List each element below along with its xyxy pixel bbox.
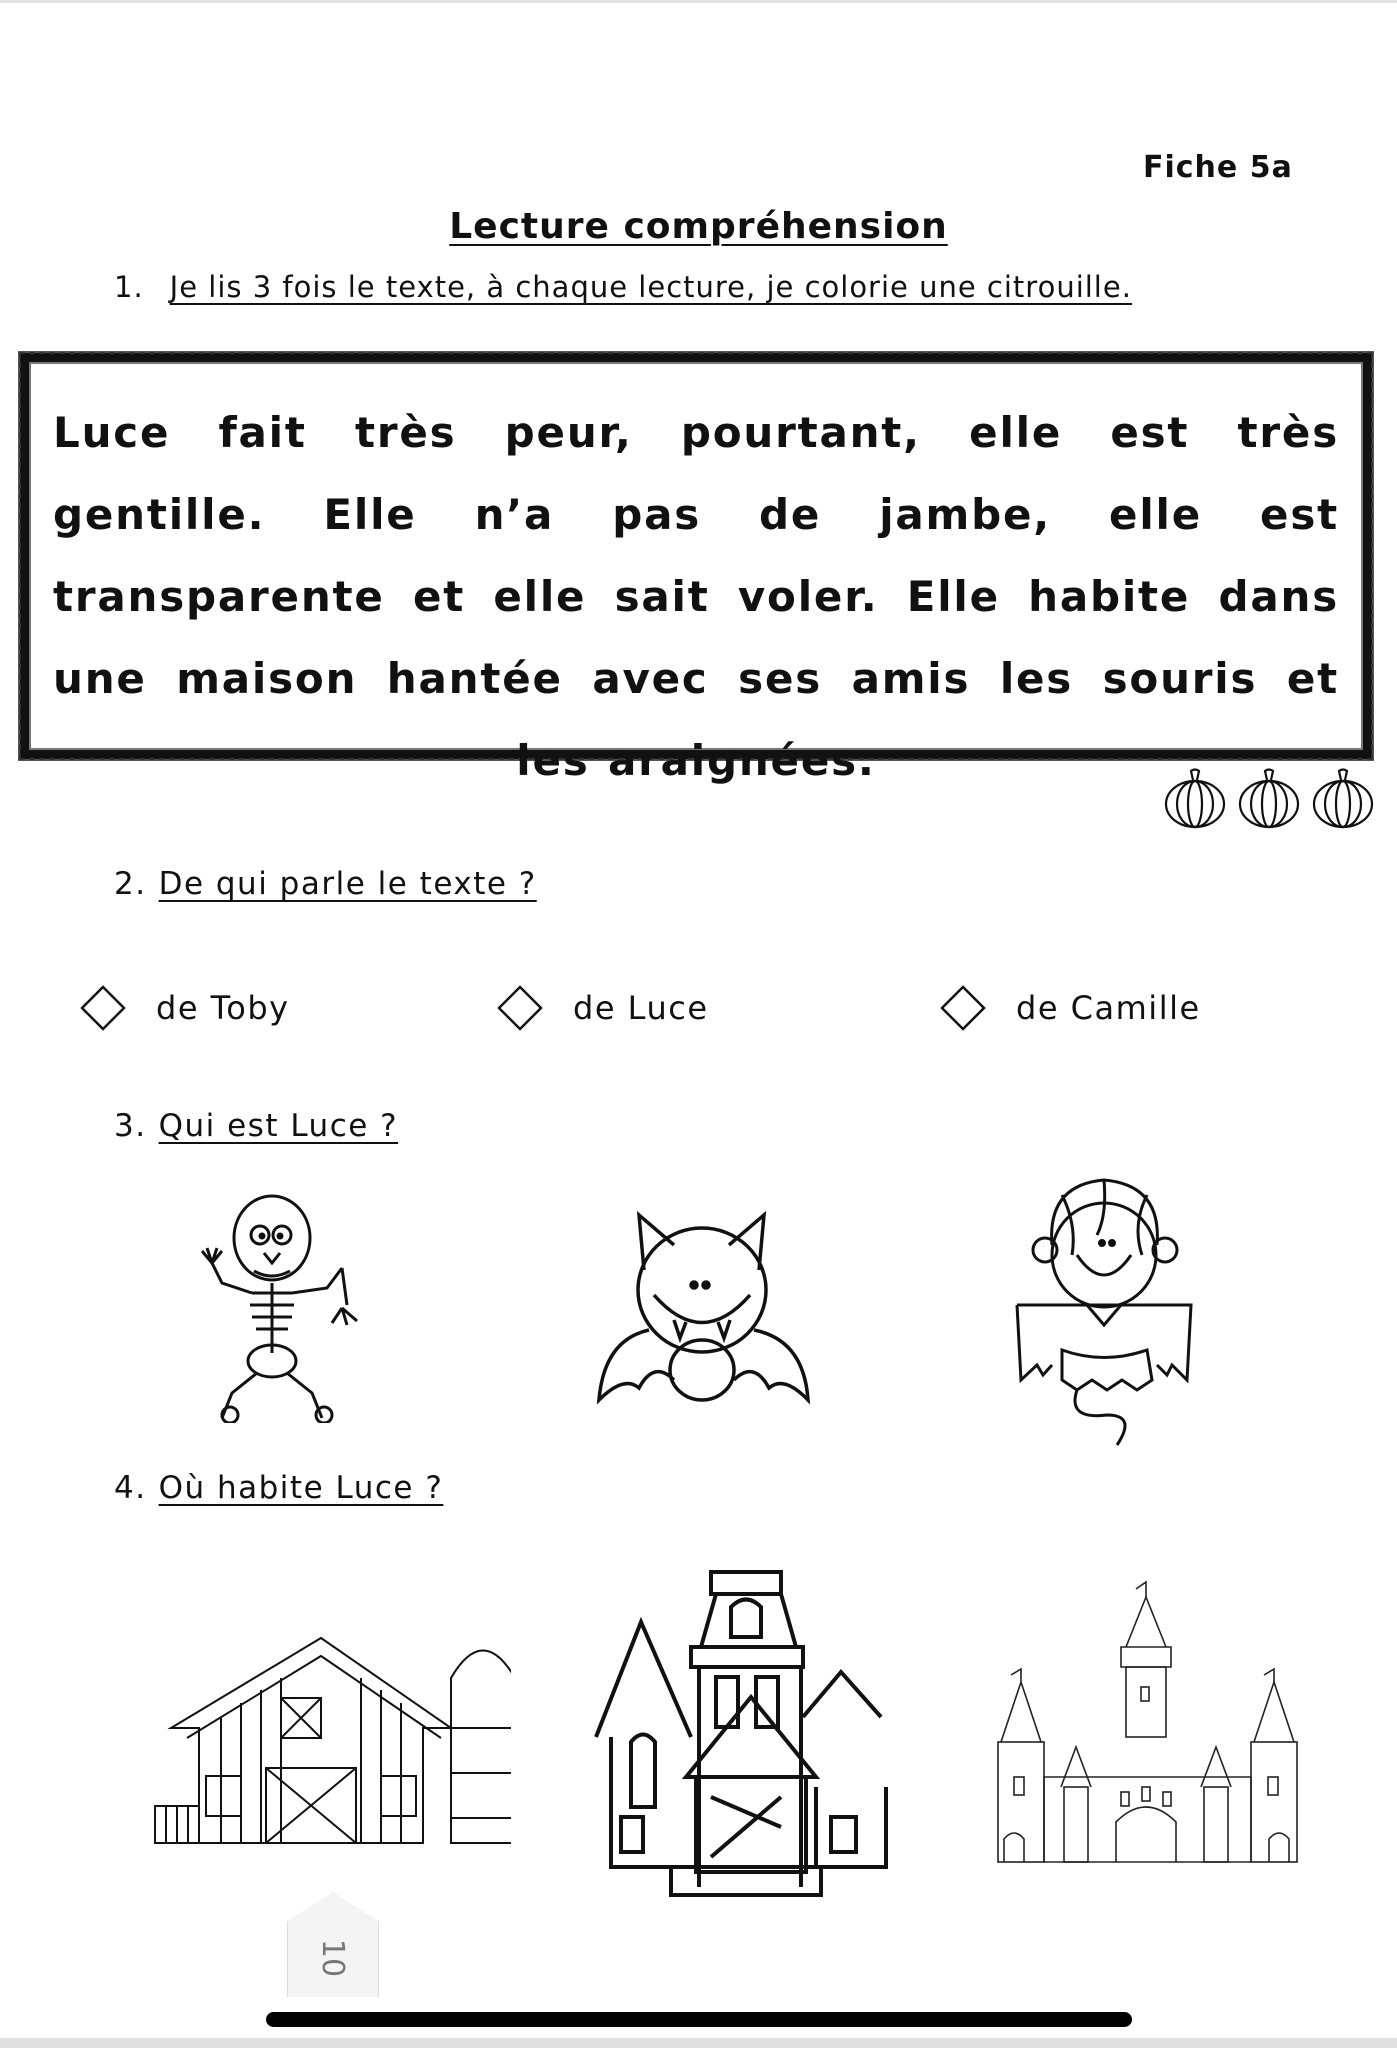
option-de-camille[interactable] [940, 985, 1201, 1031]
question-number: 4. [114, 1470, 147, 1506]
question-3 [114, 1108, 398, 1144]
page-number-label: 10 [315, 1938, 350, 1978]
skeleton-image[interactable] [192, 1193, 376, 1423]
bottom-edge-strip [0, 2038, 1397, 2048]
question-text: Où habite Luce ? [158, 1470, 444, 1506]
reading-tracker [1162, 766, 1376, 830]
question-text: De qui parle le texte ? [158, 866, 537, 902]
page-title-text: Lecture compréhension [449, 206, 948, 247]
question-number: 1. [114, 270, 144, 304]
option-label: de Luce [573, 989, 709, 1027]
option-de-luce[interactable] [497, 985, 709, 1031]
haunted-house-image[interactable] [591, 1567, 894, 1898]
option-label: de Camille [1016, 989, 1201, 1027]
diamond-checkbox-icon[interactable] [497, 985, 543, 1031]
question-number: 2. [114, 866, 147, 902]
reading-passage-box [20, 353, 1372, 785]
pumpkin-icon[interactable] [1162, 766, 1228, 830]
page-title [0, 206, 1397, 247]
reading-passage: Luce fait très peur, pourtant, elle est très gentille. Elle n’a pas de jambe, elle est transparente et elle sait voler. Elle habite dans une maison hantée avec ses amis les souris et les araignées. [53, 408, 1339, 785]
barn-image[interactable] [151, 1628, 511, 1848]
question-number: 3. [114, 1108, 147, 1144]
castle-image[interactable] [996, 1577, 1299, 1872]
question-text: Je lis 3 fois le texte, à chaque lecture, je colorie une citrouille. [169, 270, 1132, 304]
question-2 [114, 866, 537, 902]
option-de-toby[interactable] [80, 985, 290, 1031]
question-4 [114, 1470, 443, 1506]
diamond-checkbox-icon[interactable] [80, 985, 126, 1031]
question-text: Qui est Luce ? [158, 1108, 399, 1144]
sheet-label: Fiche 5a [1143, 150, 1293, 185]
diamond-checkbox-icon[interactable] [940, 985, 986, 1031]
home-indicator[interactable] [266, 2012, 1132, 2027]
pumpkin-icon[interactable] [1310, 766, 1376, 830]
pumpkin-icon[interactable] [1236, 766, 1302, 830]
question-1 [114, 270, 1132, 304]
bat-image[interactable] [594, 1210, 813, 1407]
option-label: de Toby [156, 989, 290, 1027]
top-edge-strip [0, 0, 1397, 3]
ghost-girl-image[interactable] [1007, 1175, 1201, 1447]
